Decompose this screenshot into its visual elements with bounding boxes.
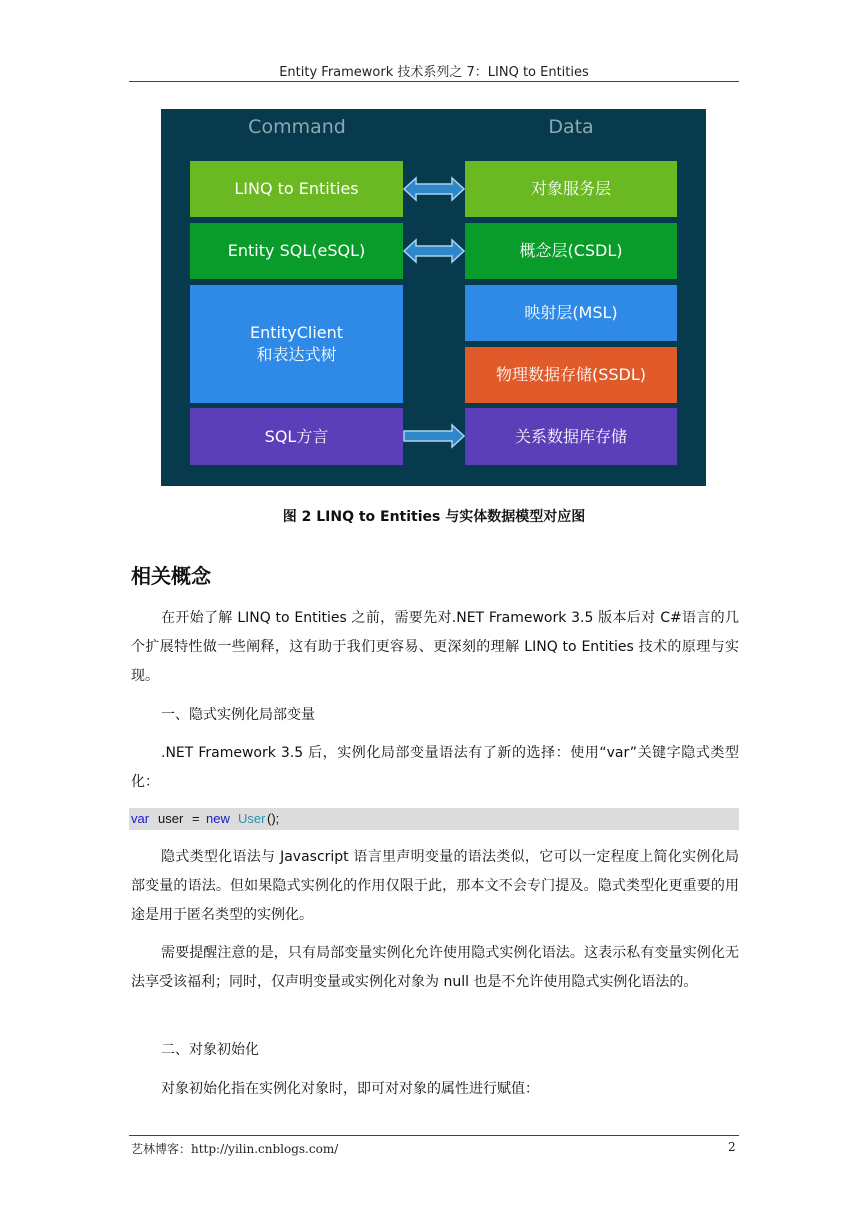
double-arrow-icon — [402, 237, 466, 265]
entityclient-block — [190, 285, 403, 403]
csdl-block: 概念层(CSDL) — [465, 223, 677, 279]
code-snippet — [129, 808, 739, 830]
footer-rule — [129, 1135, 739, 1136]
figure-caption: 图 2 LINQ to Entities 与实体数据模型对应图 — [282, 509, 586, 525]
object-services-block: 对象服务层 — [465, 161, 677, 217]
entity-sql-block: Entity SQL(eSQL) — [190, 223, 403, 279]
section-title: 相关概念 — [131, 564, 211, 588]
page-header: Entity Framework 技术系列之 7：LINQ to Entities — [279, 65, 589, 80]
architecture-diagram — [161, 109, 706, 486]
object-init-paragraph: 对象初始化指在实例化对象时，即可对对象的属性进行赋值： — [161, 1081, 539, 1097]
header-rule — [129, 81, 739, 82]
code-keyword-var: var — [131, 811, 150, 826]
restriction-paragraph: 需要提醒注意的是，只有局部变量实例化允许使用隐式实例化语法。这表示私有变量实例化无法享受该福利；同时，仅声明变量或实例化对象为 null 也是不允许使用隐式实例化语法的。 — [131, 945, 739, 990]
subsection-object-init: 二、对象初始化 — [161, 1042, 259, 1058]
code-identifier: user — [158, 811, 184, 826]
code-keyword-new: new — [206, 811, 230, 826]
command-column-label: Command — [248, 116, 346, 138]
code-operator: = — [192, 811, 200, 826]
implicit-type-paragraph: 隐式类型化语法与 Javascript 语言里声明变量的语法类似，它可以一定程度上简化实例化局部变量的语法。但如果隐式实例化的作用仅限于此，那本文不会专门提及。隐式类型化更重要的用途是用于匿名类型的实例化。 — [131, 849, 739, 923]
intro-paragraph: 在开始了解 LINQ to Entities 之前，需要先对.NET Framework 3.5 版本后对 C#语言的几个扩展特性做一些阐释，这有助于我们更容易、更深刻的理解 LINQ to Entities 技术的原理与实现。 — [131, 610, 739, 684]
msl-block: 映射层(MSL) — [465, 285, 677, 341]
code-type: User — [238, 811, 266, 826]
var-paragraph: .NET Framework 3.5 后，实例化局部变量语法有了新的选择：使用“var”关键字隐式类型化： — [131, 745, 739, 790]
double-arrow-icon — [402, 175, 466, 203]
ssdl-block: 物理数据存储(SSDL) — [465, 347, 677, 403]
page-number: 2 — [728, 1140, 736, 1154]
code-tail: (); — [267, 811, 280, 826]
data-column-label: Data — [548, 116, 594, 138]
sql-dialect-block: SQL方言 — [190, 408, 403, 465]
right-arrow-icon — [402, 422, 466, 450]
linq-to-entities-block: LINQ to Entities — [190, 161, 403, 217]
entityclient-label: EntityClient — [249, 323, 344, 342]
relational-storage-block: 关系数据库存储 — [465, 408, 677, 465]
footer-blog-link: 艺林博客：http://yilin.cnblogs.com/ — [131, 1142, 339, 1156]
expression-tree-label: 和表达式树 — [256, 345, 337, 364]
subsection-implicit-var: 一、隐式实例化局部变量 — [161, 707, 315, 723]
